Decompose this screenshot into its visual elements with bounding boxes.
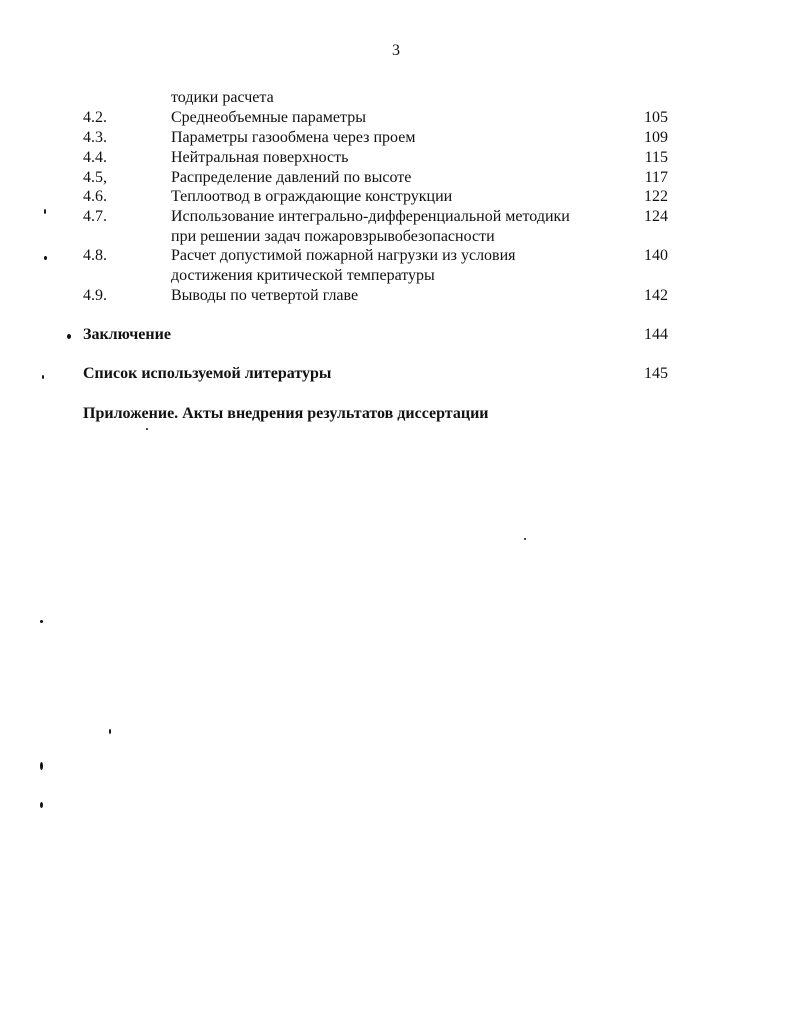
toc-item-title: Параметры газообмена через проем <box>171 129 416 146</box>
toc-item-num: 4.2. <box>83 109 107 126</box>
toc-item-title: Распределение давлений по высоте <box>171 169 412 186</box>
toc-item-num: 4.4. <box>83 149 107 166</box>
toc-references-title: Список используемой литературы <box>83 365 332 382</box>
toc-item-num: 4.8. <box>83 247 107 264</box>
toc-item-title: Теплоотвод в ограждающие конструкции <box>171 188 453 205</box>
scan-speck <box>42 375 44 379</box>
scan-speck <box>40 620 43 623</box>
toc-appendix-title: Приложение. Акты внедрения результатов диссертации <box>83 405 489 422</box>
toc-item-page: 122 <box>644 188 668 205</box>
toc-item-title: Использование интегрально-дифференциальной методики <box>171 208 570 225</box>
scan-speck <box>40 762 43 770</box>
page-number: 3 <box>392 42 400 59</box>
scan-speck <box>109 729 111 734</box>
toc-item-page: 140 <box>644 247 668 264</box>
scan-speck <box>67 334 71 339</box>
toc-item-num: 4.3. <box>83 129 107 146</box>
toc-continuation: тодики расчета <box>171 89 274 106</box>
toc-item-page: 124 <box>644 208 668 225</box>
toc-item-num: 4.9. <box>83 287 107 304</box>
toc-item-page: 142 <box>644 287 668 304</box>
toc-item-title: Нейтральная поверхность <box>171 149 349 166</box>
scan-speck <box>524 538 526 540</box>
toc-item-num: 4.7. <box>83 208 107 225</box>
toc-item-page: 105 <box>644 109 668 126</box>
toc-item-page: 117 <box>644 169 668 186</box>
toc-item-page: 109 <box>644 129 668 146</box>
toc-item-title: Среднеобъемные параметры <box>171 109 366 126</box>
toc-item-title: Выводы по четвертой главе <box>171 287 359 304</box>
toc-references-page: 145 <box>644 365 668 382</box>
toc-item-num: 4.5, <box>83 169 107 186</box>
toc-item-page: 115 <box>644 149 668 166</box>
toc-item-title-continuation: при решении задач пожаровзрывобезопасности <box>171 228 495 245</box>
scan-speck <box>44 256 47 260</box>
scan-speck <box>44 209 46 214</box>
toc-item-num: 4.6. <box>83 188 107 205</box>
toc-item-title-continuation: достижения критической температуры <box>171 267 435 284</box>
toc-conclusion-page: 144 <box>644 326 668 343</box>
scan-speck <box>146 428 148 430</box>
toc-conclusion-title: Заключение <box>83 326 171 343</box>
scan-speck <box>40 802 43 808</box>
toc-item-title: Расчет допустимой пожарной нагрузки из условия <box>171 247 516 264</box>
